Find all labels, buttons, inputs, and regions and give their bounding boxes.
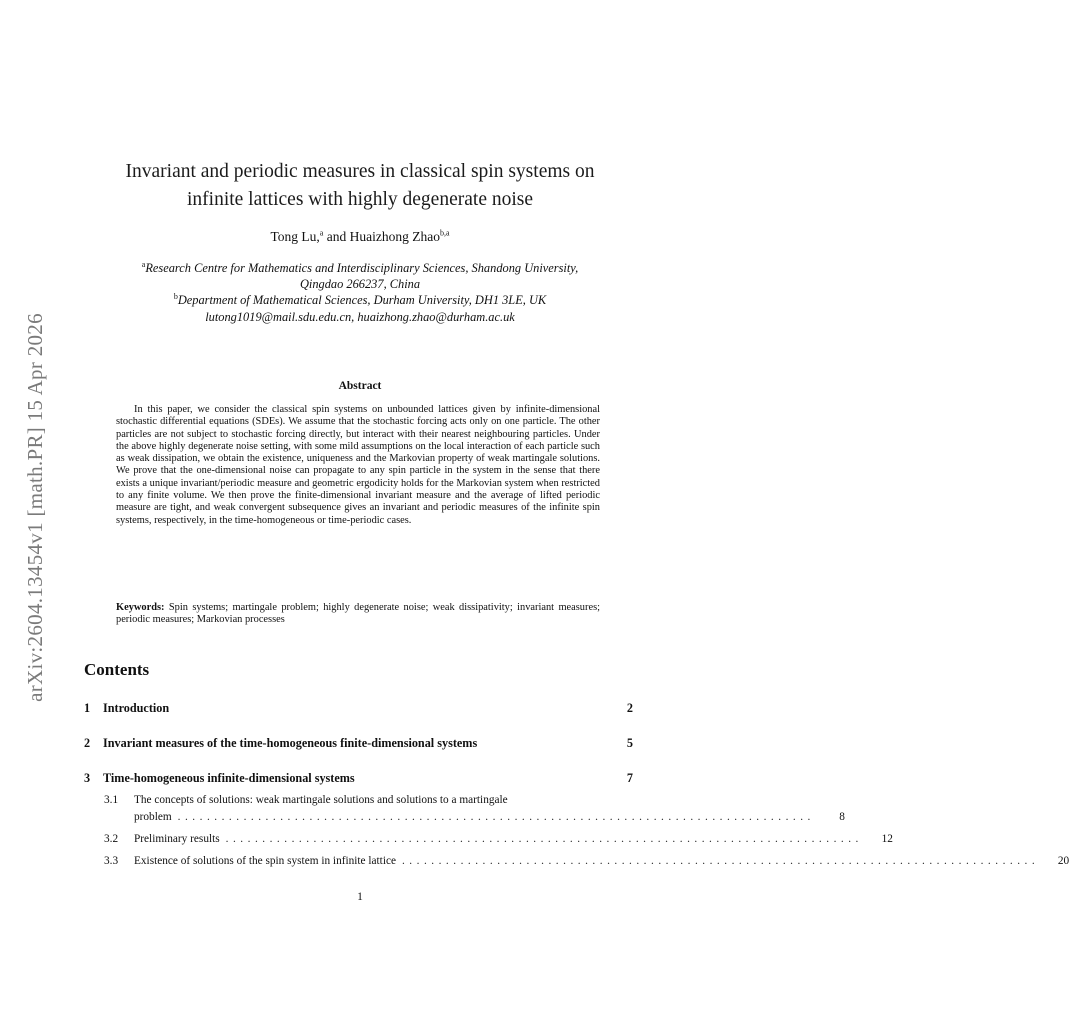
- keywords-text: Spin systems; martingale problem; highly degenerate noise; weak dissipativity; invariant measures; periodic measures; Markovian processes: [116, 602, 603, 626]
- affil-a-mark: a: [141, 259, 146, 269]
- toc-subsection-number: 3.3: [104, 855, 119, 867]
- toc-subsection-page: 12: [881, 833, 893, 845]
- toc-section-1[interactable]: [84, 701, 633, 716]
- toc-subsection-number: 3.1: [104, 794, 119, 806]
- toc-section-title: Invariant measures of the time-homogeneous finite-dimensional systems: [103, 736, 478, 750]
- page-number: 1: [357, 891, 363, 903]
- toc-subsection-title: Existence of solutions of the spin system in infinite lattice: [134, 855, 396, 867]
- paper-title: [60, 158, 660, 214]
- affiliations: [60, 260, 660, 325]
- author-1-affil-mark: a: [319, 228, 324, 238]
- abstract-body: In this paper, we consider the classical spin systems on unbounded lattices given by infinite-dimensional stochastic differential equations (SDEs). We assume that the stochastic forcing acts only on one particle. The other particles are not subject to stochastic forcing directly, but interact with their nearest neighbouring particles. Under the above highly degenerate noise setting, with some mild assumptions on the local interaction of each particle such as weak dissipation, we obtain the existence, uniqueness and the Markovian property of weak martingale solutions. We prove that the one-dimensional noise can propagate to any spin particle in the system in the sense that there exists a unique invariant/periodic measure and geometric ergodicity holds for the Markovian system when restricted to any finite volume. We then prove the finite-dimensional invariant measure and the average of lifted periodic measure are tight, and weak convergent subsequence gives an invariant and periodic measures of the infinite spin systems, respectively, in the time-homogeneous or time-periodic cases.: [116, 404, 600, 526]
- toc-leader-dots: .......................................................................................: [225, 833, 863, 845]
- toc-subsection-3-1[interactable]: [104, 792, 845, 825]
- toc-section-number: 3: [84, 771, 91, 785]
- affil-a-line2: Qingdao 266237, China: [299, 277, 421, 292]
- toc-leader-dots: .......................................................................................: [401, 855, 1040, 867]
- toc-section-page: 7: [626, 771, 633, 785]
- toc-section-2[interactable]: [84, 736, 633, 751]
- author-2-affil-mark: b,a: [439, 228, 450, 238]
- abstract-heading: Abstract: [338, 380, 382, 392]
- contents-heading: Contents: [84, 660, 150, 679]
- toc-section-number: 1: [84, 701, 91, 715]
- authors-and: and: [323, 229, 350, 244]
- toc-section-3[interactable]: [84, 771, 633, 786]
- keywords-label: Keywords:: [116, 602, 165, 613]
- toc-section-title: Time-homogeneous infinite-dimensional systems: [103, 771, 355, 785]
- title-line-1: Invariant and periodic measures in classical spin systems on: [125, 161, 595, 182]
- keywords: [116, 602, 603, 627]
- toc-section-page: 2: [626, 701, 633, 715]
- author-emails: lutong1019@mail.sdu.edu.cn, huaizhong.zhao@durham.ac.uk: [205, 309, 515, 324]
- toc-subsection-3-2[interactable]: [104, 831, 893, 848]
- affil-a-line1: Research Centre for Mathematics and Interdisciplinary Sciences, Shandong University,: [145, 261, 579, 275]
- authors: [60, 229, 660, 245]
- arxiv-stamp-text: arXiv:2604.13454v1 [math.PR] 15 Apr 2026: [22, 313, 47, 702]
- toc-section-title: Introduction: [103, 701, 170, 715]
- toc-subsection-3-3[interactable]: [104, 853, 1069, 870]
- arxiv-stamp: [22, 285, 48, 730]
- title-line-2: infinite lattices with highly degenerate noise: [186, 189, 534, 210]
- affil-b-mark: b: [173, 292, 178, 302]
- toc-leader-dots: .......................................................................................: [177, 810, 815, 823]
- toc-subsection-title-line2: problem: [134, 810, 172, 823]
- toc-subsection-title: Preliminary results: [134, 833, 220, 845]
- affil-b-line: Department of Mathematical Sciences, Durham University, DH1 3LE, UK: [177, 293, 547, 308]
- toc-section-page: 5: [626, 736, 633, 750]
- toc-section-number: 2: [84, 736, 91, 750]
- toc-subsection-page: 8: [839, 810, 845, 823]
- toc-subsection-title-line1: The concepts of solutions: weak martingale solutions and solutions to a martingale: [134, 794, 508, 806]
- toc-subsection-page: 20: [1057, 855, 1069, 867]
- toc-subsection-number: 3.2: [104, 833, 119, 845]
- author-2: Huaizhong Zhao: [349, 229, 440, 244]
- author-1: Tong Lu,: [270, 229, 320, 244]
